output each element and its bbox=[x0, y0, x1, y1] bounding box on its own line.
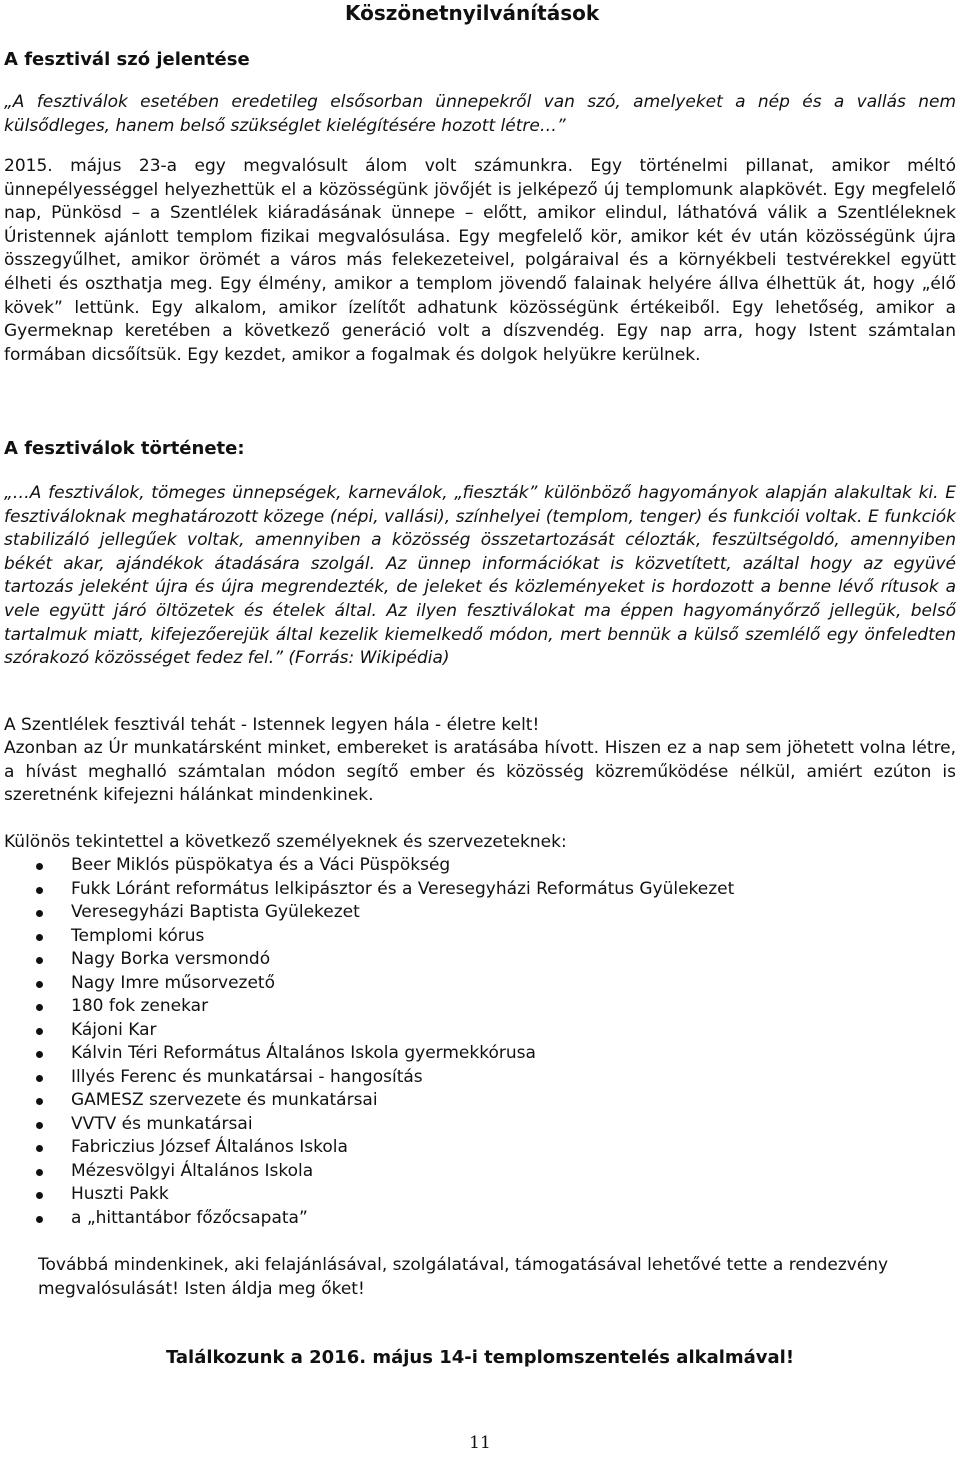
bullet-icon bbox=[36, 1145, 43, 1152]
list-item: Fukk Lóránt református lelkipásztor és a Veresegyházi Református Gyülekezet bbox=[0, 878, 734, 902]
section-title-meaning: A fesztivál szó jelentése bbox=[4, 49, 250, 70]
list-item: Beer Miklós püspökatya és a Váci Püspökség bbox=[0, 854, 734, 878]
closing-paragraph: Továbbá mindenkinek, aki felajánlásával, szolgálatával, támogatásával lehetővé tette a rendezvény megvalósulását! Isten áldja meg őket! bbox=[38, 1255, 889, 1299]
bullet-icon bbox=[36, 910, 43, 917]
thanks-line: A Szentlélek fesztivál tehát - Istennek legyen hála - életre kelt! bbox=[4, 715, 540, 735]
history-quote: „…A fesztiválok, tömeges ünnepségek, karneválok, „fieszták” különböző hagyományok alapján alakultak ki. E fesztiváloknak meghatározott közege (népi, vallási), színhelyei (templom, tenger) és funkciói voltak. E funkciók stabilizáló jellegűek voltak, amennyiben a közösség összetartozását célozták, feszültségoldó, amennyiben békét akar, ajándékok átadására szolgál. Az ünnep információkat is közvetített, azáltal hogy az együvé tartozás jeleként újra és újra megrendezték, de jeleket és közleményeket is hordozott a benne lévő rítusok a vele együtt járó öltözetek és ételek által. Az ilyen fesztiválokat ma éppen hagyományőrző jellegük, belső tartalmuk miatt, kifejezőerejük által kezelik kiemelkedő módon, mert bennük a külső szemlélő egy önfeledten szórakozó közösséget fedez fel.” (Forrás: Wikipédia) bbox=[4, 483, 956, 669]
bullet-icon bbox=[36, 957, 43, 964]
list-item: Nagy Imre műsorvezető bbox=[0, 972, 734, 996]
list-item: Veresegyházi Baptista Gyülekezet bbox=[0, 901, 734, 925]
list-item: GAMESZ szervezete és munkatársai bbox=[0, 1089, 734, 1113]
intro-quote: „A fesztiválok esetében eredetileg elsősorban ünnepekről van szó, amelyeket a nép és a vallás nem külsődleges, hanem belső szükséglet kielégítésére hozott létre…” bbox=[4, 92, 956, 136]
list-item: VVTV és munkatársai bbox=[0, 1113, 734, 1137]
bullet-icon bbox=[36, 1192, 43, 1199]
list-item: Templomi kórus bbox=[0, 925, 734, 949]
list-item: Nagy Borka versmondó bbox=[0, 948, 734, 972]
bullet-icon bbox=[36, 1028, 43, 1035]
bullet-icon bbox=[36, 1216, 43, 1223]
list-item: Huszti Pakk bbox=[0, 1183, 734, 1207]
story-paragraph: 2015. május 23-a egy megvalósult álom volt számunkra. Egy történelmi pillanat, amikor méltó ünnepélyességgel helyezhettük el a közösségünk jövőjét is jelképező új templomunk alapkövét. Egy megfelelő nap, Pünkösd – a Szentlélek kiáradásának ünnepe – előtt, amikor elindul, láthatóvá válik a Szentléleknek Úristennek ajánlott templom fizikai megvalósulása. Egy megfelelő kör, amikor két év után közösségünk újra összegyűlhet, amikor örömét a város más felekezeteivel, polgáraival és a környékbeli testvérekkel együtt élheti és oszthatja meg. Egy élmény, amikor a templom jövendő falainak helyére állva élhettük át, hogy „élő kövek” lettünk. Egy alkalom, amikor ízelítőt adhatunk közösségünk értékeiből. Egy lehetőség, amikor a Gyermeknap keretében a következő generáció volt a díszvendég. Egy nap arra, hogy Istent számtalan formában dicsőítsük. Egy kezdet, amikor a fogalmak és dolgok helyükre kerülnek. bbox=[4, 156, 956, 365]
bullet-icon bbox=[36, 1004, 43, 1011]
list-item: Fabriczius József Általános Iskola bbox=[0, 1136, 734, 1160]
bullet-icon bbox=[36, 934, 43, 941]
bullet-icon bbox=[36, 1075, 43, 1082]
thanks-paragraph: Azonban az Úr munkatársként minket, embereket is aratásába hívott. Hiszen ez a nap sem jöhetett volna létre, a hívást meghalló számtalan módon segítő ember és közösség közreműködése nélkül, amiért ezúton is szeretnénk kifejezni hálánkat mindenkinek. bbox=[4, 738, 956, 806]
list-item: 180 fok zenekar bbox=[0, 995, 734, 1019]
bullet-icon bbox=[36, 863, 43, 870]
final-announcement: Találkozunk a 2016. május 14-i templomszentelés alkalmával! bbox=[165, 1347, 795, 1368]
bullet-icon bbox=[36, 1051, 43, 1058]
list-item: Kálvin Téri Református Általános Iskola gyermekkórusa bbox=[0, 1042, 734, 1066]
list-item: Mézesvölgyi Általános Iskola bbox=[0, 1160, 734, 1184]
bullet-icon bbox=[36, 887, 43, 894]
page-number: 11 bbox=[469, 1433, 491, 1453]
section-title-history: A fesztiválok története: bbox=[4, 438, 245, 459]
list-item: Illyés Ferenc és munkatársai - hangosítás bbox=[0, 1066, 734, 1090]
bullet-icon bbox=[36, 981, 43, 988]
bullet-icon bbox=[36, 1098, 43, 1105]
bullet-icon bbox=[36, 1122, 43, 1129]
list-item: Kájoni Kar bbox=[0, 1019, 734, 1043]
list-item: a „hittantábor főzőcsapata” bbox=[0, 1207, 734, 1231]
bullet-icon bbox=[36, 1169, 43, 1176]
thanks-intro: Különös tekintettel a következő személyeknek és szervezeteknek: bbox=[4, 832, 567, 852]
page-title: Köszönetnyilvánítások bbox=[345, 1, 600, 25]
thanks-list bbox=[0, 854, 734, 1230]
